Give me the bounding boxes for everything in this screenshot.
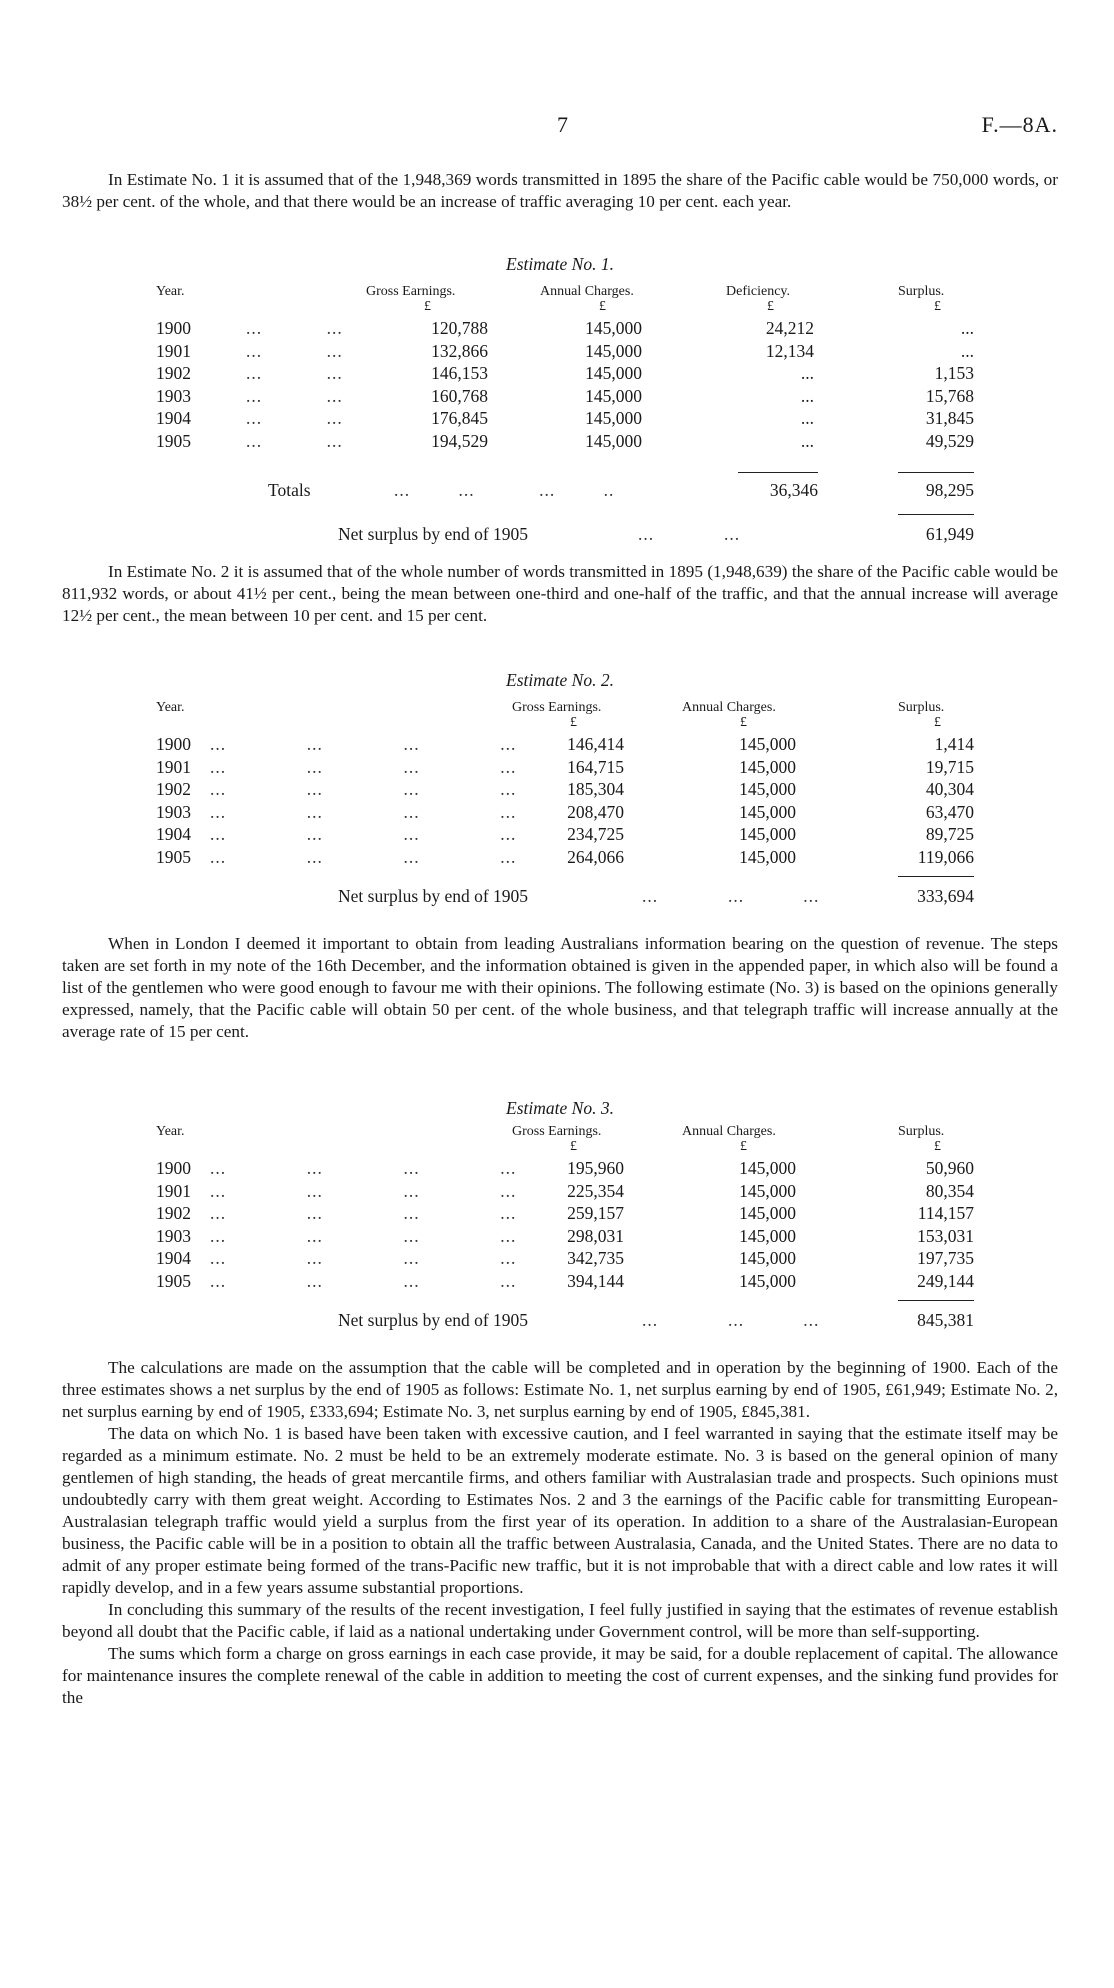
gross-earnings-cell: 264,066 — [567, 847, 624, 867]
gross-earnings-cell: 394,144 — [567, 1271, 624, 1291]
col-year-header: Year. — [156, 1124, 185, 1139]
year-cell: 1904 — [156, 824, 191, 845]
dot-leader: ... ... ... ... — [210, 801, 517, 822]
annual-charges-cell: 145,000 — [585, 385, 642, 406]
year-cell: 1903 — [156, 385, 191, 406]
year-cell: 1901 — [156, 756, 191, 777]
net-surplus-value: 61,949 — [925, 524, 974, 544]
totals-deficiency: 36,346 — [769, 480, 818, 500]
col-gross-header: Gross Earnings. — [512, 1124, 602, 1139]
col-surplus-header: Surplus. — [898, 700, 945, 715]
year-cell: 1900 — [156, 734, 191, 754]
net-surplus-value: 845,381 — [917, 1310, 974, 1330]
gross-earnings-cell: 225,354 — [567, 1180, 624, 1201]
currency-mark: £ — [934, 1139, 941, 1154]
surplus-cell: 119,066 — [917, 847, 974, 867]
dot-leader: ... ... ... ... — [210, 1203, 517, 1224]
dot-leader: ... ... — [246, 318, 343, 338]
year-cell: 1903 — [156, 801, 191, 822]
totals-rule — [738, 472, 818, 473]
annual-charges-cell: 145,000 — [739, 1180, 796, 1201]
annual-charges-cell: 145,000 — [739, 1225, 796, 1246]
annual-charges-cell: 145,000 — [739, 847, 796, 867]
dot-leader: ... ... ... ... — [210, 734, 517, 754]
estimate-2-title: Estimate No. 2. — [506, 670, 614, 690]
dot-leader: ... ... ... ... — [210, 1225, 517, 1246]
surplus-cell: 89,725 — [925, 824, 974, 845]
paragraph-estimate-3-intro: When in London I deemed it important to obtain from leading Australians information bearing on the question of revenue. The steps taken are set forth in my note of the 16th December, and the information obtained is given in the appended paper, in which also will be found a list of the gentlemen who were good enough to favour me with their opinions. The following estimate (No. 3) is based on the opinions generally expressed, namely, that the Pacific cable will obtain 50 per cent. of the whole business, and that telegraph traffic will increase annually at the average rate of 15 per cent. — [62, 934, 1058, 1041]
dot-leader: ... ... — [246, 431, 343, 451]
year-cell: 1902 — [156, 1203, 191, 1224]
dot-leader: ... ... ... — [642, 1310, 820, 1330]
gross-earnings-cell: 132,866 — [431, 340, 488, 361]
dot-leader: ... ... — [638, 524, 741, 544]
surplus-cell: 80,354 — [925, 1180, 974, 1201]
totals-surplus: 98,295 — [925, 480, 974, 500]
col-charges-header: Annual Charges. — [540, 284, 634, 299]
gross-earnings-cell: 194,529 — [431, 431, 488, 451]
annual-charges-cell: 145,000 — [739, 1271, 796, 1291]
year-cell: 1905 — [156, 847, 191, 867]
currency-mark: £ — [740, 1139, 747, 1154]
gross-earnings-cell: 208,470 — [567, 801, 624, 822]
surplus-cell: 1,414 — [934, 734, 974, 754]
totals-label: Totals — [268, 480, 311, 500]
totals-rule — [898, 472, 974, 473]
surplus-cell: 40,304 — [925, 779, 974, 800]
surplus-cell: 249,144 — [917, 1271, 974, 1291]
annual-charges-cell: 145,000 — [739, 1203, 796, 1224]
page-number: 7 — [557, 112, 568, 137]
gross-earnings-cell: 146,414 — [567, 734, 624, 754]
gross-earnings-cell: 195,960 — [567, 1158, 624, 1178]
col-year-header: Year. — [156, 700, 185, 715]
annual-charges-cell: 145,000 — [585, 408, 642, 429]
dot-leader: ... ... ... — [642, 886, 820, 906]
col-gross-header: Gross Earnings. — [366, 284, 456, 299]
gross-earnings-cell: 342,735 — [567, 1248, 624, 1269]
page-header — [62, 112, 1058, 142]
annual-charges-cell: 145,000 — [585, 318, 642, 338]
year-cell: 1905 — [156, 431, 191, 451]
annual-charges-cell: 145,000 — [739, 1158, 796, 1178]
col-year-header: Year. — [156, 284, 185, 299]
surplus-cell: 19,715 — [925, 756, 974, 777]
surplus-cell: 49,529 — [925, 431, 974, 451]
year-cell: 1905 — [156, 1271, 191, 1291]
currency-mark: £ — [599, 299, 606, 314]
deficiency-cell: ... — [800, 385, 814, 406]
dot-leader: ... ... — [246, 340, 343, 361]
year-cell: 1902 — [156, 363, 191, 384]
surplus-cell: 197,735 — [917, 1248, 974, 1269]
deficiency-cell: ... — [800, 431, 814, 451]
currency-mark: £ — [767, 299, 774, 314]
currency-mark: £ — [570, 1139, 577, 1154]
annual-charges-cell: 145,000 — [739, 1248, 796, 1269]
annual-charges-cell: 145,000 — [739, 801, 796, 822]
dot-leader: ... ... ... ... — [210, 756, 517, 777]
dot-leader: ... ... ... .. — [394, 480, 615, 500]
currency-mark: £ — [934, 715, 941, 730]
col-deficiency-header: Deficiency. — [726, 284, 790, 299]
deficiency-cell: 24,212 — [765, 318, 814, 338]
year-cell: 1904 — [156, 1248, 191, 1269]
col-gross-header: Gross Earnings. — [512, 700, 602, 715]
annual-charges-cell: 145,000 — [739, 779, 796, 800]
annual-charges-cell: 145,000 — [585, 431, 642, 451]
gross-earnings-cell: 234,725 — [567, 824, 624, 845]
deficiency-cell: 12,134 — [765, 340, 814, 361]
currency-mark: £ — [934, 299, 941, 314]
annual-charges-cell: 145,000 — [739, 824, 796, 845]
document-reference: F.—8A. — [981, 112, 1058, 137]
currency-mark: £ — [570, 715, 577, 730]
gross-earnings-cell: 259,157 — [567, 1203, 624, 1224]
paragraph-estimate-2-intro: In Estimate No. 2 it is assumed that of the whole number of words transmitted in 1895 (1,948,639) the share of the Pacific cable would be 811,932 words, or about 41½ per cent., being the mean between one-third and one-half of the traffic, and that the annual increase will average 12½ per cent., the mean between 10 per cent. and 15 per cent. — [62, 562, 1058, 625]
net-surplus-label: Net surplus by end of 1905 — [338, 524, 529, 544]
dot-leader: ... ... ... ... — [210, 847, 517, 867]
surplus-cell: 50,960 — [925, 1158, 974, 1178]
net-surplus-label: Net surplus by end of 1905 — [338, 886, 529, 906]
surplus-cell: 15,768 — [925, 385, 974, 406]
year-cell: 1902 — [156, 779, 191, 800]
year-cell: 1904 — [156, 408, 191, 429]
dot-leader: ... ... ... ... — [210, 779, 517, 800]
net-surplus-value: 333,694 — [917, 886, 974, 906]
deficiency-cell: ... — [800, 408, 814, 429]
dot-leader: ... ... — [246, 408, 343, 429]
net-rule — [898, 514, 974, 515]
gross-earnings-cell: 146,153 — [431, 363, 488, 384]
surplus-cell: 1,153 — [934, 363, 974, 384]
dot-leader: ... ... — [246, 363, 343, 384]
dot-leader: ... ... ... ... — [210, 1180, 517, 1201]
gross-earnings-cell: 160,768 — [431, 385, 488, 406]
annual-charges-cell: 145,000 — [739, 734, 796, 754]
currency-mark: £ — [740, 715, 747, 730]
surplus-cell: ... — [960, 318, 974, 338]
deficiency-cell: ... — [800, 363, 814, 384]
estimate-1-title: Estimate No. 1. — [506, 254, 614, 274]
net-surplus-label: Net surplus by end of 1905 — [338, 1310, 529, 1330]
annual-charges-cell: 145,000 — [585, 340, 642, 361]
year-cell: 1900 — [156, 318, 191, 338]
surplus-cell: ... — [960, 340, 974, 361]
paragraph-estimate-1-intro: In Estimate No. 1 it is assumed that of the 1,948,369 words transmitted in 1895 the share of the Pacific cable would be 750,000 words, or 38½ per cent. of the whole, and that there would be an increase of traffic averaging 10 per cent. each year. — [62, 170, 1058, 211]
surplus-cell: 114,157 — [917, 1203, 974, 1224]
year-cell: 1901 — [156, 340, 191, 361]
col-surplus-header: Surplus. — [898, 284, 945, 299]
gross-earnings-cell: 176,845 — [431, 408, 488, 429]
dot-leader: ... ... ... ... — [210, 824, 517, 845]
dot-leader: ... ... ... ... — [210, 1271, 517, 1291]
surplus-cell: 31,845 — [925, 408, 974, 429]
gross-earnings-cell: 120,788 — [431, 318, 488, 338]
col-charges-header: Annual Charges. — [682, 1124, 776, 1139]
dot-leader: ... ... — [246, 385, 343, 406]
year-cell: 1903 — [156, 1225, 191, 1246]
estimate-3-title: Estimate No. 3. — [506, 1098, 614, 1118]
year-cell: 1901 — [156, 1180, 191, 1201]
gross-earnings-cell: 298,031 — [567, 1225, 624, 1246]
surplus-cell: 63,470 — [925, 801, 974, 822]
col-charges-header: Annual Charges. — [682, 700, 776, 715]
currency-mark: £ — [424, 299, 431, 314]
annual-charges-cell: 145,000 — [739, 756, 796, 777]
col-surplus-header: Surplus. — [898, 1124, 945, 1139]
dot-leader: ... ... ... ... — [210, 1158, 517, 1178]
surplus-cell: 153,031 — [917, 1225, 974, 1246]
paragraph-summary: The calculations are made on the assumption that the cable will be completed and in operation by the beginning of 1900. Each of the three estimates shows a net surplus by the end of 1905 as follows: Estimate No. 1, net surplus earning by end of 1905, £61,949; Estimate No. 2, net surplus earning by end of 1905, £333,694; Estimate No. 3, net surplus earning by end of 1905, £845,381. The data on which No. 1 is based have been taken with excessive caution, and I feel warranted in saying that the estimate itself may be regarded as a minimum estimate. No. 2 must be held to be an extremely moderate estimate. No. 3 is based on the general opinion of many gentlemen of high standing, the heads of great mercantile firms, and others familiar with Australasian trade and prospects. Such opinions must undoubtedly carry with them great weight. According to Estimates Nos. 2 and 3 the earnings of the Pacific cable for transmitting European-Australasian telegraph traffic would yield a surplus from the first year of its operation. In addition to a share of the Australasian-European business, the Pacific cable will be in a position to obtain all the traffic between Australasia, Canada, and the United States. There are no data to admit of any proper estimate being formed of the trans-Pacific new traffic, but it is not improbable that with a direct cable and low rates it will rapidly develop, and in a few years assume substantial proportions. In concluding this summary of the results of the recent investigation, I feel fully justified in saying that the estimates of revenue establish beyond all doubt that the Pacific cable, if laid as a national undertaking under Government control, will be more than self-supporting. The sums which form a charge on gross earnings in each case provide, it may be said, for a double replacement of capital. The allowance for maintenance insures the complete renewal of the cable in addition to meeting the cost of current expenses, and the sinking fund provides for the — [62, 1358, 1058, 1707]
year-cell: 1900 — [156, 1158, 191, 1178]
gross-earnings-cell: 164,715 — [567, 756, 624, 777]
gross-earnings-cell: 185,304 — [567, 779, 624, 800]
dot-leader: ... ... ... ... — [210, 1248, 517, 1269]
net-rule — [898, 1300, 974, 1301]
net-rule — [898, 876, 974, 877]
annual-charges-cell: 145,000 — [585, 363, 642, 384]
